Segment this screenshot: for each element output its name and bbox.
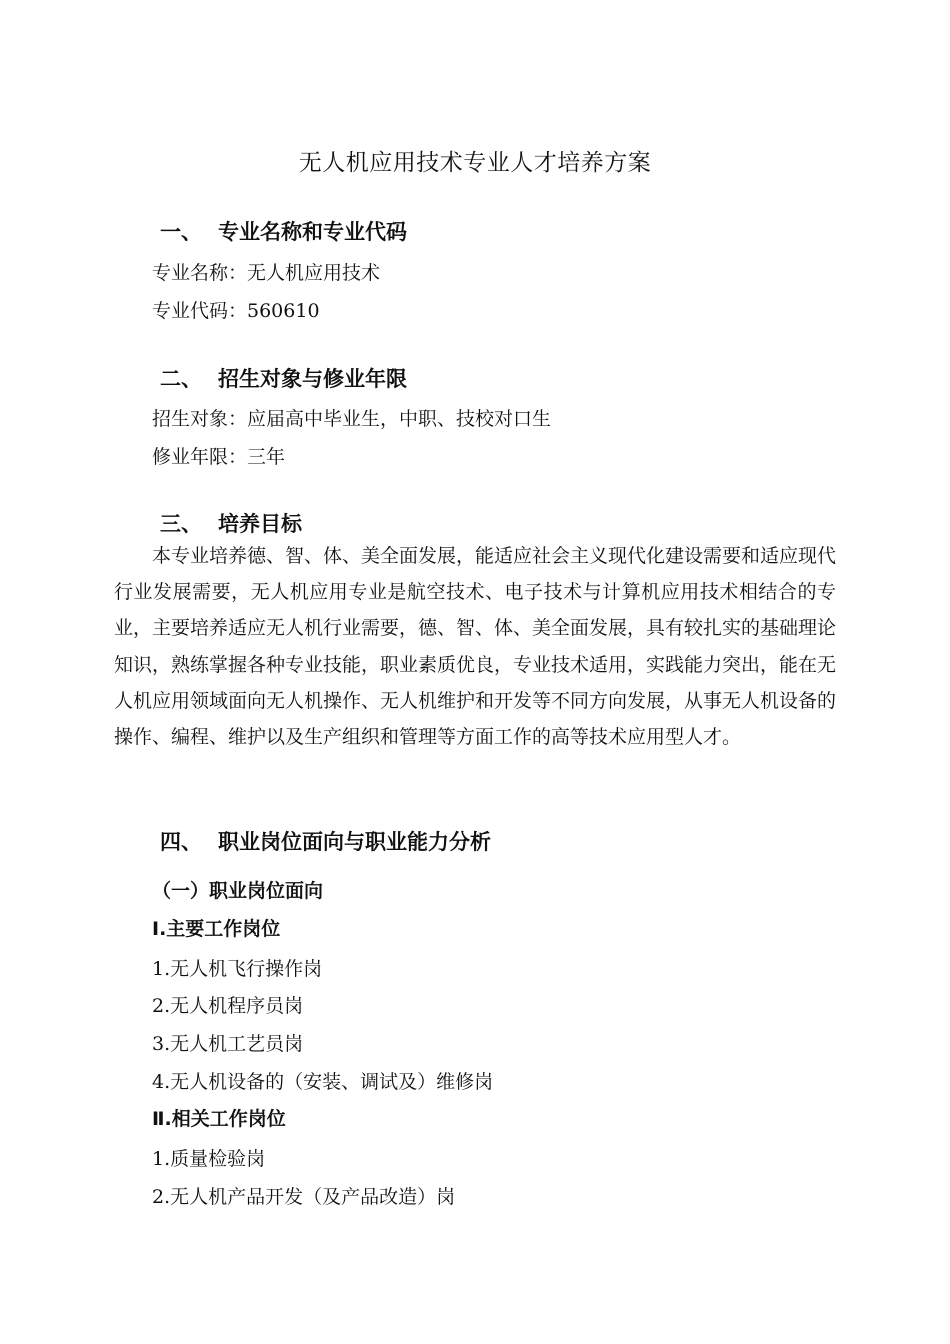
section-heading-3 bbox=[160, 508, 302, 538]
list-item: 1.无人机飞行操作岗 bbox=[152, 958, 323, 980]
subsection-heading: （一）职业岗位面向 bbox=[152, 880, 324, 902]
list-item: 3.无人机工艺员岗 bbox=[152, 1033, 304, 1055]
list-item: 2.无人机产品开发（及产品改造）岗 bbox=[152, 1186, 456, 1208]
section-number: 一、 bbox=[160, 220, 202, 244]
section-heading-4 bbox=[160, 826, 491, 856]
list-item: 1.质量检验岗 bbox=[152, 1148, 266, 1170]
section-number: 四、 bbox=[160, 830, 202, 854]
section-title: 专业名称和专业代码 bbox=[218, 220, 407, 244]
study-duration-line: 修业年限：三年 bbox=[152, 446, 286, 468]
section-title: 招生对象与修业年限 bbox=[218, 367, 407, 391]
training-goal-paragraph: 本专业培养德、智、体、美全面发展，能适应社会主义现代化建设需要和适应现代行业发展需要，无人机应用专业是航空技术、电子技术与计算机应用技术相结合的专业，主要培养适应无人机行业需要，德、智、体、美全面发展，具有较扎实的基础理论知识，熟练掌握各种专业技能，职业素质优良，专业技术适用，实践能力突出，能在无人机应用领域面向无人机操作、无人机维护和开发等不同方向发展，从事无人机设备的操作、编程、维护以及生产组织和管理等方面工作的高等技术应用型人才。 bbox=[114, 545, 837, 749]
section-title: 职业岗位面向与职业能力分析 bbox=[218, 830, 491, 854]
section-title: 培养目标 bbox=[218, 512, 302, 536]
list-item: 4.无人机设备的（安装、调试及）维修岗 bbox=[152, 1071, 494, 1093]
section-heading-1 bbox=[160, 216, 407, 246]
group-label-related-positions: Ⅱ.相关工作岗位 bbox=[152, 1108, 286, 1130]
section-number: 三、 bbox=[160, 512, 202, 536]
enrollment-target-line: 招生对象：应届高中毕业生，中职、技校对口生 bbox=[152, 408, 552, 430]
document-title: 无人机应用技术专业人才培养方案 bbox=[298, 150, 652, 176]
section-heading-2 bbox=[160, 363, 407, 393]
group-label-main-positions: Ⅰ.主要工作岗位 bbox=[152, 918, 281, 940]
list-item: 2.无人机程序员岗 bbox=[152, 995, 304, 1017]
major-code-line: 专业代码：560610 bbox=[152, 300, 320, 322]
section-number: 二、 bbox=[160, 367, 202, 391]
major-name-line: 专业名称：无人机应用技术 bbox=[152, 262, 381, 284]
